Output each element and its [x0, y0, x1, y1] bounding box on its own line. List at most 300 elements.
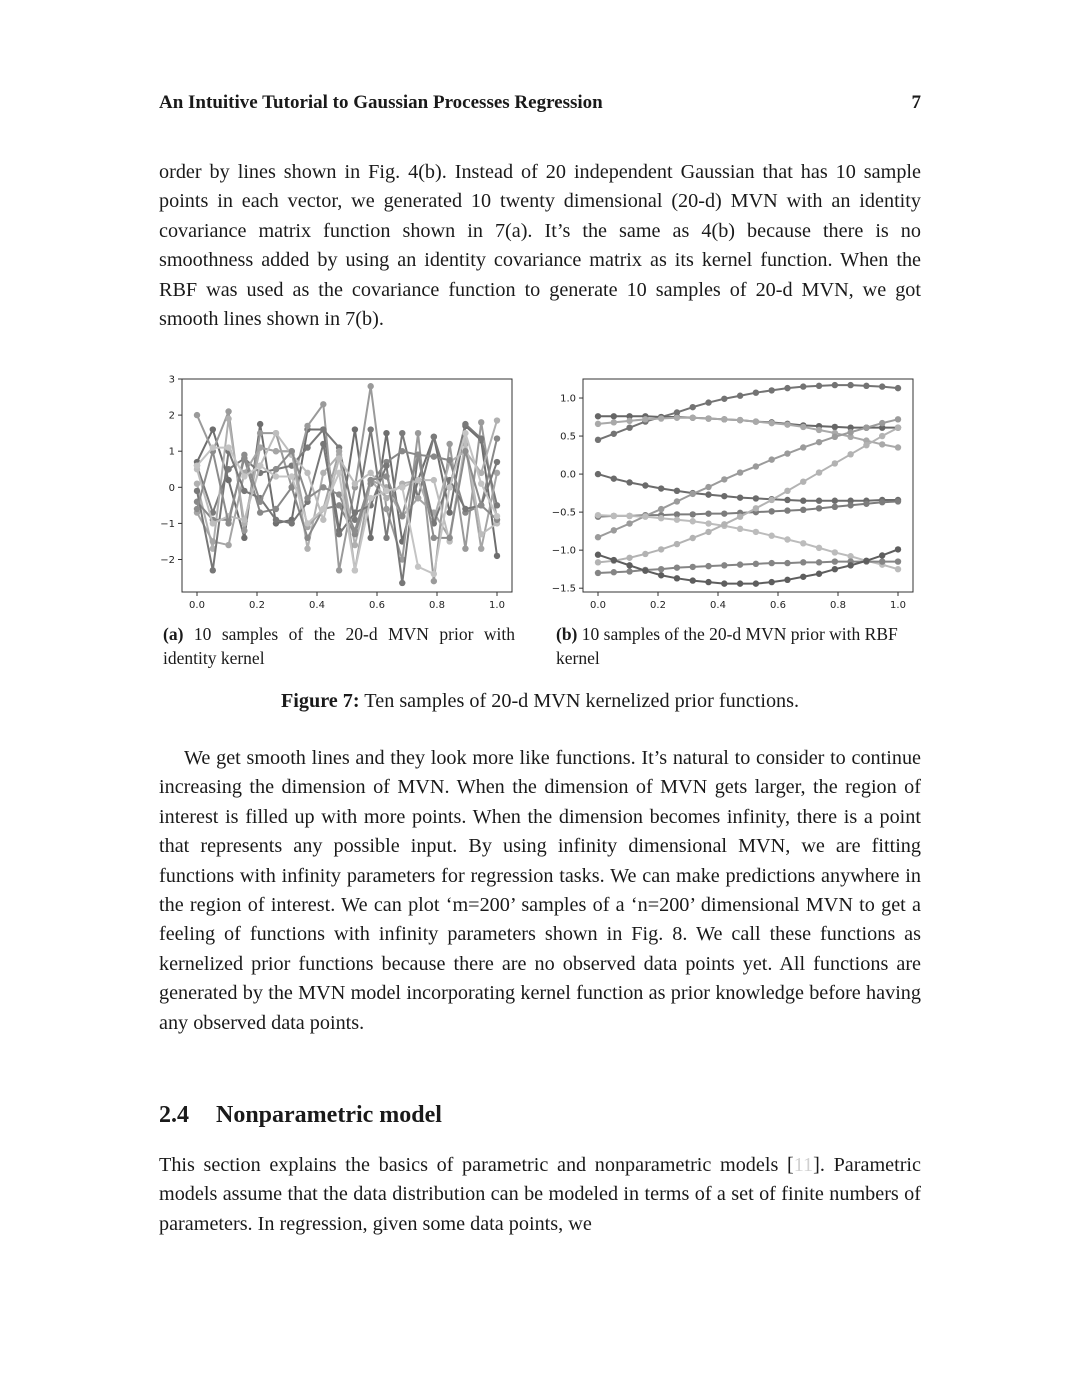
- fig7b-data-point: [784, 488, 790, 494]
- fig7b-data-point: [642, 416, 648, 422]
- fig7b-y-tick-label: 0.5: [560, 431, 576, 443]
- fig7a-data-point: [241, 527, 247, 533]
- fig7a-data-point: [431, 578, 437, 584]
- fig7a-data-point: [367, 426, 373, 432]
- fig7a-data-point: [336, 470, 342, 476]
- fig7a-data-point: [194, 412, 200, 418]
- fig7b-data-point: [800, 478, 806, 484]
- fig7b-data-point: [658, 566, 664, 572]
- fig7a-data-point: [415, 477, 421, 483]
- fig7a-data-point: [494, 459, 500, 465]
- fig7b-data-point: [658, 515, 664, 521]
- fig7b-data-point: [879, 499, 885, 505]
- fig7b-x-tick-label: 0.4: [710, 600, 726, 611]
- fig7b-data-point: [895, 558, 901, 564]
- fig7a-data-point: [304, 423, 310, 429]
- fig7a-data-point: [194, 462, 200, 468]
- paragraph-3-after: ]. Parametric models assume that the data distribution can be modeled in terms of a set of finite numbers of parameters. In regression, given some data points, we: [159, 1154, 922, 1235]
- fig7b-data-point: [626, 568, 632, 574]
- fig7a-data-point: [383, 462, 389, 468]
- fig7a-data-point: [210, 538, 216, 544]
- fig7a-data-point: [383, 473, 389, 479]
- fig7b-data-point: [737, 526, 743, 532]
- fig7b-data-point: [658, 485, 664, 491]
- fig7a-data-point: [367, 477, 373, 483]
- fig7b-data-point: [816, 383, 822, 389]
- fig7a-data-point: [383, 430, 389, 436]
- fig7a-data-point: [241, 488, 247, 494]
- fig7b-data-point: [753, 561, 759, 567]
- running-header: [159, 92, 921, 114]
- fig7b-data-point: [847, 382, 853, 388]
- fig7b-data-point: [832, 498, 838, 504]
- fig7a-data-point: [241, 535, 247, 541]
- fig7b-data-point: [642, 513, 648, 519]
- fig7b-data-point: [800, 574, 806, 580]
- fig7b-data-point: [705, 510, 711, 516]
- figure-7a-chart: [158, 366, 518, 612]
- fig7a-data-point: [383, 535, 389, 541]
- fig7a-data-point: [273, 473, 279, 479]
- fig7a-data-point: [446, 484, 452, 490]
- fig7a-data-point: [336, 531, 342, 537]
- fig7b-data-point: [690, 511, 696, 517]
- fig7b-data-point: [768, 497, 774, 503]
- subcaption-a: [163, 622, 515, 670]
- fig7b-data-point: [674, 415, 680, 421]
- fig7b-data-point: [895, 424, 901, 430]
- fig7a-data-point: [478, 531, 484, 537]
- subcaption-b-text: 10 samples of the 20-d MVN prior with RBF kernel: [556, 624, 898, 668]
- fig7a-data-point: [304, 495, 310, 501]
- fig7b-data-point: [705, 399, 711, 405]
- fig7a-data-point: [446, 457, 452, 463]
- fig7b-data-point: [737, 561, 743, 567]
- fig7b-data-point: [847, 451, 853, 457]
- citation-link[interactable]: 11: [793, 1154, 814, 1176]
- fig7b-data-point: [816, 505, 822, 511]
- fig7b-data-point: [784, 507, 790, 513]
- fig7a-data-point: [289, 448, 295, 454]
- fig7a-data-point: [289, 520, 295, 526]
- paragraph-2-text: We get smooth lines and they look more like functions. It’s natural to consider to continue increasing the dimension of MVN. When the dimension of MVN gets larger, the region of interest is filled up with more points. When the dimension becomes infinity, there is a point that represents any possible input. By using infinity dimensional MVN, we are fitting functions with infinity parameters for regression tasks. We can make predictions anywhere in the region of interest. We can plot ‘m=200’ samples of a ‘n=200’ dimensional MVN to get a feeling of functions with infinity parameters shown in Fig. 8. We call these functions as kernelized prior functions because there are no observed data points yet. All functions are generated by the MVN model incorporating kernel function as prior knowledge before having any observed data points.: [159, 747, 921, 1034]
- fig7b-data-point: [847, 429, 853, 435]
- fig7a-data-point: [257, 509, 263, 515]
- fig7b-data-point: [879, 558, 885, 564]
- fig7a-data-point: [399, 580, 405, 586]
- fig7b-data-point: [800, 383, 806, 389]
- fig7b-data-point: [753, 463, 759, 469]
- fig7b-data-point: [690, 404, 696, 410]
- fig7a-data-point: [241, 517, 247, 523]
- fig7b-y-tick-label: 1.0: [560, 393, 576, 405]
- fig7a-data-point: [336, 455, 342, 461]
- fig7a-data-point: [273, 430, 279, 436]
- fig7b-data-point: [611, 557, 617, 563]
- fig7b-data-point: [721, 562, 727, 568]
- fig7b-data-point: [816, 439, 822, 445]
- figure-caption-text: Ten samples of 20-d MVN kernelized prior functions.: [359, 690, 800, 712]
- fig7b-data-point: [595, 552, 601, 558]
- fig7b-data-point: [768, 533, 774, 539]
- fig7b-data-point: [879, 552, 885, 558]
- fig7b-data-point: [690, 491, 696, 497]
- fig7a-data-point: [225, 416, 231, 422]
- fig7b-data-point: [626, 479, 632, 485]
- fig7a-data-point: [399, 484, 405, 490]
- fig7a-data-point: [320, 470, 326, 476]
- fig7a-data-point: [304, 444, 310, 450]
- fig7a-data-point: [273, 506, 279, 512]
- fig7b-data-point: [784, 497, 790, 503]
- fig7b-data-point: [705, 563, 711, 569]
- fig7b-data-point: [737, 513, 743, 519]
- fig7b-data-point: [800, 559, 806, 565]
- fig7b-data-point: [611, 513, 617, 519]
- fig7b-data-point: [658, 546, 664, 552]
- fig7b-data-point: [832, 460, 838, 466]
- fig7b-data-point: [690, 564, 696, 570]
- fig7b-data-point: [626, 520, 632, 526]
- fig7b-x-tick-label: 0.8: [830, 600, 846, 611]
- fig7a-data-point: [494, 553, 500, 559]
- fig7a-data-point: [257, 462, 263, 468]
- fig7a-data-point: [225, 520, 231, 526]
- fig7b-data-point: [595, 413, 601, 419]
- fig7b-x-tick-label: 0.2: [650, 600, 666, 611]
- fig7b-data-point: [832, 566, 838, 572]
- fig7b-data-point: [595, 512, 601, 518]
- fig7b-data-point: [721, 416, 727, 422]
- fig7a-data-point: [478, 435, 484, 441]
- fig7a-x-tick-label: 0.0: [189, 600, 205, 611]
- fig7a-data-point: [446, 441, 452, 447]
- subcaption-b-label: (b): [556, 624, 578, 644]
- fig7b-data-point: [847, 562, 853, 568]
- fig7a-data-point: [304, 520, 310, 526]
- fig7b-data-point: [690, 577, 696, 583]
- fig7b-data-point: [611, 419, 617, 425]
- fig7b-y-tick-label: −1.0: [551, 545, 576, 557]
- fig7b-data-point: [863, 383, 869, 389]
- fig7b-data-point: [768, 579, 774, 585]
- fig7b-data-point: [863, 501, 869, 507]
- fig7a-data-point: [194, 506, 200, 512]
- fig7b-data-point: [784, 421, 790, 427]
- fig7b-data-point: [879, 441, 885, 447]
- fig7a-data-point: [431, 477, 437, 483]
- fig7a-data-point: [273, 448, 279, 454]
- fig7b-data-point: [595, 570, 601, 576]
- fig7b-data-point: [832, 549, 838, 555]
- fig7b-data-point: [816, 559, 822, 565]
- fig7a-data-point: [494, 513, 500, 519]
- fig7a-data-point: [210, 426, 216, 432]
- fig7b-data-point: [784, 577, 790, 583]
- fig7a-data-point: [462, 421, 468, 427]
- fig7a-data-point: [462, 545, 468, 551]
- fig7b-data-point: [737, 469, 743, 475]
- section-heading: [159, 1102, 442, 1129]
- fig7a-data-point: [257, 430, 263, 436]
- fig7b-data-point: [721, 493, 727, 499]
- fig7b-y-tick-label: −0.5: [551, 507, 576, 519]
- fig7a-y-tick-label: 1: [168, 446, 175, 458]
- fig7a-data-point: [352, 426, 358, 432]
- fig7a-data-point: [415, 430, 421, 436]
- fig7b-data-point: [721, 510, 727, 516]
- fig7a-data-point: [415, 564, 421, 570]
- fig7b-data-point: [674, 575, 680, 581]
- fig7b-data-point: [626, 562, 632, 568]
- fig7b-data-point: [674, 541, 680, 547]
- fig7a-data-point: [320, 441, 326, 447]
- fig7b-data-point: [705, 491, 711, 497]
- paragraph-3-text: [159, 1151, 921, 1239]
- fig7b-data-point: [674, 498, 680, 504]
- fig7a-data-point: [352, 509, 358, 515]
- fig7b-data-point: [768, 420, 774, 426]
- fig7a-data-point: [399, 513, 405, 519]
- fig7a-x-tick-label: 0.6: [369, 600, 385, 611]
- fig7b-data-point: [674, 517, 680, 523]
- fig7a-data-point: [352, 567, 358, 573]
- fig7b-data-point: [832, 424, 838, 430]
- fig7b-data-point: [768, 456, 774, 462]
- fig7a-data-point: [320, 517, 326, 523]
- fig7b-data-point: [863, 442, 869, 448]
- fig7a-data-point: [494, 502, 500, 508]
- fig7b-x-tick-label: 1.0: [890, 600, 906, 611]
- fig7b-y-tick-label: 0.0: [560, 469, 576, 481]
- fig7a-data-point: [225, 408, 231, 414]
- paragraph-3-before: This section explains the basics of parametric and nonparametric models [: [159, 1154, 794, 1176]
- fig7b-data-point: [721, 521, 727, 527]
- fig7a-data-point: [478, 419, 484, 425]
- fig7a-data-point: [367, 495, 373, 501]
- fig7b-data-point: [753, 389, 759, 395]
- fig7a-data-point: [241, 473, 247, 479]
- fig7a-y-tick-label: 2: [168, 410, 175, 422]
- fig7b-data-point: [863, 424, 869, 430]
- fig7b-data-point: [737, 393, 743, 399]
- section-title: Nonparametric model: [216, 1102, 442, 1128]
- fig7b-data-point: [832, 382, 838, 388]
- fig7a-data-point: [352, 480, 358, 486]
- fig7a-data-point: [478, 480, 484, 486]
- fig7a-x-tick-label: 0.8: [429, 600, 445, 611]
- fig7b-data-point: [895, 546, 901, 552]
- fig7b-data-point: [816, 427, 822, 433]
- fig7b-data-point: [642, 568, 648, 574]
- fig7a-data-point: [225, 444, 231, 450]
- fig7b-data-point: [705, 520, 711, 526]
- fig7b-data-point: [816, 545, 822, 551]
- fig7a-y-tick-label: −2: [160, 555, 175, 567]
- fig7a-data-point: [367, 535, 373, 541]
- fig7a-data-point: [367, 470, 373, 476]
- fig7a-data-point: [462, 448, 468, 454]
- fig7b-data-point: [753, 529, 759, 535]
- fig7a-data-point: [336, 448, 342, 454]
- fig7a-data-point: [415, 452, 421, 458]
- fig7b-data-point: [611, 569, 617, 575]
- fig7a-data-point: [257, 444, 263, 450]
- fig7b-data-point: [690, 415, 696, 421]
- fig7b-data-point: [768, 508, 774, 514]
- fig7a-x-tick-label: 0.4: [309, 600, 325, 611]
- fig7b-data-point: [705, 484, 711, 490]
- fig7a-data-point: [304, 535, 310, 541]
- fig7a-data-point: [399, 448, 405, 454]
- fig7a-data-point: [273, 466, 279, 472]
- fig7a-data-point: [320, 426, 326, 432]
- paragraph-1-text: order by lines shown in Fig. 4(b). Instead of 20 independent Gaussian that has 10 sample points in each vector, we generated 10 twenty dimensional (20-d) MVN with an identity covariance matrix function shown in 7(a). It’s the same as 4(b) because there is no smoothness added by using an identity covariance matrix as its kernel function. When the RBF was used as the covariance function to generate 10 samples of 20-d MVN, we got smooth lines shown in 7(b).: [159, 161, 921, 331]
- fig7b-data-point: [832, 504, 838, 510]
- fig7a-data-point: [462, 506, 468, 512]
- fig7a-data-point: [415, 495, 421, 501]
- fig7b-data-point: [879, 420, 885, 426]
- fig7b-data-point: [895, 385, 901, 391]
- fig7a-data-point: [194, 488, 200, 494]
- fig7a-data-point: [210, 444, 216, 450]
- fig7a-y-tick-label: −1: [160, 518, 175, 530]
- fig7b-data-point: [737, 580, 743, 586]
- fig7a-x-tick-label: 0.2: [249, 600, 265, 611]
- fig7b-data-point: [690, 518, 696, 524]
- fig7b-data-point: [658, 572, 664, 578]
- section-number: 2.4: [159, 1102, 189, 1128]
- fig7b-data-point: [737, 494, 743, 500]
- fig7a-data-point: [304, 470, 310, 476]
- fig7b-data-point: [690, 535, 696, 541]
- fig7b-data-point: [642, 482, 648, 488]
- fig7b-data-point: [784, 385, 790, 391]
- fig7b-data-point: [879, 383, 885, 389]
- fig7b-data-point: [753, 580, 759, 586]
- fig7b-y-tick-label: −1.5: [551, 583, 576, 595]
- fig7b-data-point: [705, 579, 711, 585]
- fig7b-data-point: [611, 475, 617, 481]
- fig7a-data-point: [431, 434, 437, 440]
- fig7b-data-point: [705, 415, 711, 421]
- fig7b-data-point: [863, 558, 869, 564]
- fig7b-data-point: [895, 444, 901, 450]
- fig7a-y-tick-label: 3: [168, 374, 175, 386]
- fig7b-data-point: [753, 505, 759, 511]
- fig7a-data-point: [478, 545, 484, 551]
- fig7b-data-point: [595, 437, 601, 443]
- fig7b-data-point: [611, 431, 617, 437]
- fig7b-data-point: [784, 560, 790, 566]
- fig7b-data-point: [611, 413, 617, 419]
- fig7b-data-point: [800, 498, 806, 504]
- fig7b-data-point: [832, 434, 838, 440]
- subcaption-b: [556, 622, 921, 670]
- fig7b-data-point: [611, 527, 617, 533]
- fig7a-data-point: [320, 484, 326, 490]
- fig7b-data-point: [800, 507, 806, 513]
- fig7a-data-point: [494, 435, 500, 441]
- fig7b-data-point: [879, 433, 885, 439]
- fig7a-data-point: [336, 567, 342, 573]
- fig7b-data-point: [595, 534, 601, 540]
- fig7b-data-point: [658, 415, 664, 421]
- fig7b-data-point: [800, 424, 806, 430]
- figure-caption-label: Figure 7:: [280, 690, 360, 712]
- fig7b-data-point: [737, 417, 743, 423]
- figure-7a-svg: [158, 366, 518, 612]
- fig7a-data-point: [446, 509, 452, 515]
- fig7b-data-point: [753, 418, 759, 424]
- fig7a-data-point: [399, 430, 405, 436]
- fig7a-data-point: [494, 417, 500, 423]
- fig7a-data-point: [257, 421, 263, 427]
- fig7b-x-tick-label: 0.6: [770, 600, 786, 611]
- fig7b-data-point: [832, 558, 838, 564]
- fig7b-data-point: [721, 396, 727, 402]
- fig7b-data-point: [721, 580, 727, 586]
- fig7a-data-point: [257, 499, 263, 505]
- fig7a-data-point: [462, 430, 468, 436]
- fig7b-x-tick-label: 0.0: [590, 600, 606, 611]
- fig7a-data-point: [431, 453, 437, 459]
- fig7a-data-point: [383, 506, 389, 512]
- fig7b-data-point: [705, 529, 711, 535]
- fig7b-data-point: [800, 444, 806, 450]
- figure-7b-chart: [545, 366, 925, 612]
- subcaption-a-text: 10 samples of the 20-d MVN prior with identity kernel: [163, 624, 515, 668]
- fig7a-data-point: [210, 520, 216, 526]
- fig7a-data-point: [367, 383, 373, 389]
- page-number: 7: [911, 92, 921, 113]
- fig7b-data-point: [784, 536, 790, 542]
- fig7a-x-tick-label: 1.0: [489, 600, 505, 611]
- fig7b-data-point: [595, 559, 601, 565]
- fig7a-data-point: [320, 506, 326, 512]
- fig7a-data-point: [225, 542, 231, 548]
- fig7a-data-point: [383, 488, 389, 494]
- paragraph-1: [159, 158, 921, 334]
- fig7b-data-point: [674, 564, 680, 570]
- fig7a-data-point: [320, 401, 326, 407]
- fig7a-data-point: [478, 502, 484, 508]
- fig7b-data-point: [800, 540, 806, 546]
- figure-caption: [0, 690, 1080, 713]
- fig7b-data-point: [595, 471, 601, 477]
- fig7b-data-point: [642, 551, 648, 557]
- fig7b-data-point: [895, 498, 901, 504]
- fig7a-data-point: [352, 527, 358, 533]
- subcaption-a-label: (a): [163, 624, 184, 644]
- fig7a-data-point: [431, 571, 437, 577]
- fig7b-data-point: [626, 418, 632, 424]
- fig7a-data-point: [446, 535, 452, 541]
- fig7a-data-point: [431, 535, 437, 541]
- fig7a-y-tick-label: 0: [168, 482, 175, 494]
- fig7b-data-point: [768, 387, 774, 393]
- paragraph-2: [159, 744, 921, 1038]
- fig7b-data-point: [816, 498, 822, 504]
- fig7b-data-point: [626, 424, 632, 430]
- fig7b-data-point: [847, 502, 853, 508]
- fig7b-data-point: [895, 416, 901, 422]
- fig7a-data-point: [273, 517, 279, 523]
- fig7a-data-point: [304, 545, 310, 551]
- figure-7b-svg: [545, 366, 925, 612]
- fig7a-data-point: [336, 502, 342, 508]
- fig7b-data-point: [816, 571, 822, 577]
